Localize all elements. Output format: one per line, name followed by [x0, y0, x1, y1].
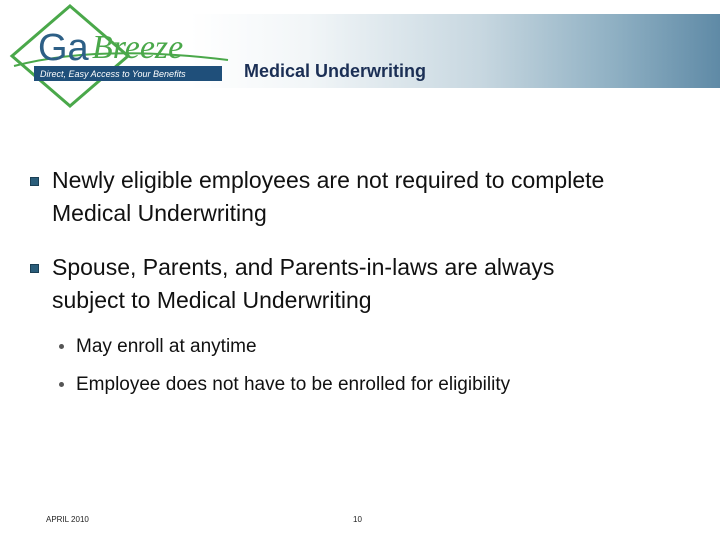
slide-content [30, 164, 720, 397]
bullet-line: Spouse, Parents, and Parents-in-laws are always [52, 254, 555, 280]
square-bullet-icon [30, 177, 39, 186]
bullet-line: Newly eligible employees are not required to complete [52, 167, 605, 193]
bullet-line: Medical Underwriting [52, 200, 267, 226]
dot-bullet-icon [59, 344, 64, 349]
bullet-line: subject to Medical Underwriting [52, 287, 372, 313]
sub-bullet-list [30, 335, 720, 397]
slide-title: Medical Underwriting [244, 61, 427, 81]
logo-breeze-text: Breeze [92, 29, 184, 66]
sub-bullet-item [30, 335, 720, 359]
gabreeze-logo [8, 2, 248, 110]
footer-page-number: 10 [353, 515, 362, 524]
sub-bullet-item [30, 373, 720, 397]
sub-bullet-text: Employee does not have to be enrolled for eligibility [76, 374, 511, 395]
square-bullet-icon [30, 264, 39, 273]
bullet-item [30, 251, 720, 317]
footer-date: APRIL 2010 [46, 515, 89, 524]
logo-ga-text: Ga [38, 27, 89, 69]
sub-bullet-text: May enroll at anytime [76, 336, 257, 357]
logo-tagline-text: Direct, Easy Access to Your Benefits [40, 69, 186, 79]
dot-bullet-icon [59, 382, 64, 387]
bullet-item [30, 164, 720, 230]
